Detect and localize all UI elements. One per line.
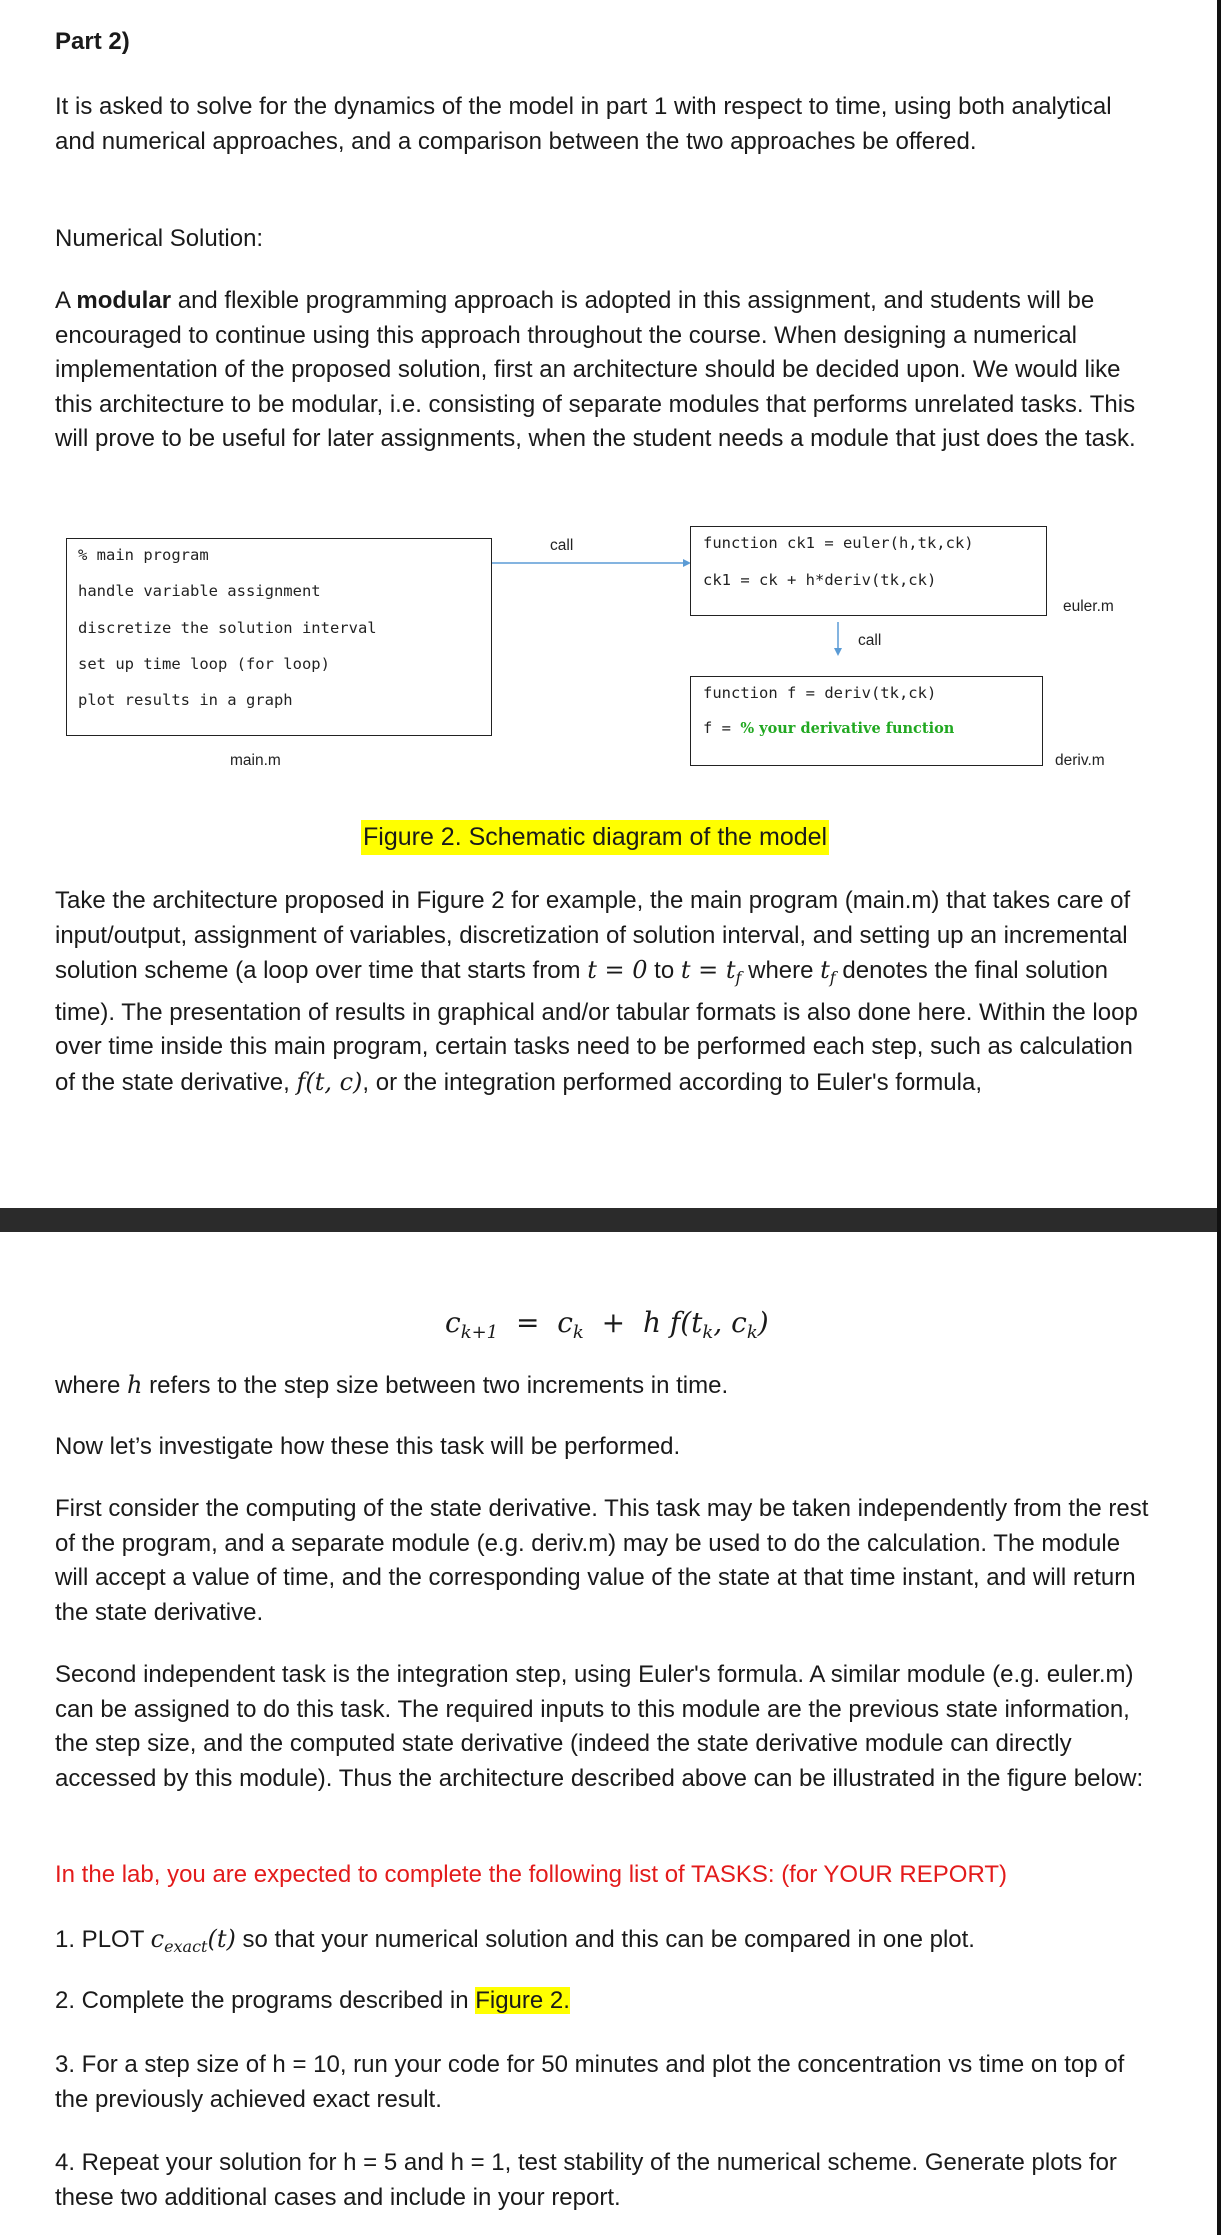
main-line-2: handle variable assignment bbox=[78, 582, 321, 600]
part-heading: Part 2) bbox=[55, 28, 130, 55]
call-arrow-head-2 bbox=[834, 648, 842, 656]
right-edge-bar bbox=[1217, 0, 1221, 2235]
figure-2-highlight: Figure 2. bbox=[475, 1987, 570, 2014]
state-derivative-paragraph: First consider the computing of the state derivative. This task may be taken independently from the rest of the program, and a separate module (e.g. deriv.m) may be used to do the calculation. The module will accept a value of time, and the corresponding value of the state at that time instant, and will return the state derivative. bbox=[55, 1495, 1149, 1626]
call-label-2: call bbox=[858, 632, 882, 649]
euler-line-1: function ck1 = euler(h,tk,ck) bbox=[703, 534, 974, 552]
architecture-paragraph: Take the architecture proposed in Figure 2 for example, the main program (main.m) that takes care of input/output, assignment of variables, discretization of solution interval, and setting up an incremental solution scheme (a loop over time that starts from t = 0 to $t = t_f$ where $t_f$ denotes the final solution time). The presentation of results in graphical and/or tabular formats is also done here. Within the loop over time inside this main program, certain tasks need to be performed each step, such as calculation of the state derivative, f(t, c), or the integration performed according to Euler's formula, bbox=[55, 887, 1138, 1096]
task-2: 2. Complete the programs described in Figure 2. bbox=[55, 1987, 570, 2014]
euler-line-2: ck1 = ck + h*deriv(tk,ck) bbox=[703, 571, 937, 589]
derivative-comment: % your derivative function bbox=[740, 720, 955, 737]
call-label-1: call bbox=[550, 537, 574, 554]
main-file-label: main.m bbox=[230, 752, 281, 769]
page-divider bbox=[0, 1208, 1221, 1232]
euler-file-label: euler.m bbox=[1063, 598, 1114, 615]
main-line-4: set up time loop (for loop) bbox=[78, 655, 330, 673]
deriv-line-2: f = % your derivative function bbox=[703, 719, 955, 737]
figure-caption: Figure 2. Schematic diagram of the model bbox=[361, 820, 829, 855]
main-line-3: discretize the solution interval bbox=[78, 619, 377, 637]
step-size-paragraph: where h refers to the step size between two increments in time. bbox=[55, 1371, 729, 1399]
modular-paragraph: A modular and flexible programming approach is adopted in this assignment, and students will be encouraged to continue using this approach throughout the course. When designing a numerical implementation of the proposed solution, first an architecture should be decided upon. We would like this architecture to be modular, i.e. consisting of separate modules that performs unrelated tasks. This will prove to be useful for later assignments, when the student needs a module that just does the task. bbox=[55, 287, 1136, 452]
modular-bold: modular bbox=[76, 287, 172, 314]
intro-paragraph: It is asked to solve for the dynamics of the model in part 1 with respect to time, using both analytical and numerical approaches, and a comparison between the two approaches be offered. bbox=[55, 93, 1112, 155]
task-3: 3. For a step size of h = 10, run your code for 50 minutes and plot the concentration vs time on top of the previously achieved exact result. bbox=[55, 2051, 1125, 2113]
main-line-1: % main program bbox=[78, 546, 209, 564]
integration-step-paragraph: Second independent task is the integration step, using Euler's formula. A similar module (e.g. euler.m) can be assigned to do this task. The required inputs to this module are the previous state information, the step size, and the computed state derivative (indeed the state derivative module can directly accessed by this module). Thus the architecture described above can be illustrated in the figure below: bbox=[55, 1661, 1144, 1792]
deriv-file-label: deriv.m bbox=[1055, 752, 1105, 769]
lab-tasks-heading: In the lab, you are expected to complete the following list of TASKS: (for YOUR REPORT) bbox=[55, 1861, 1007, 1888]
investigate-paragraph: Now let’s investigate how these this task will be performed. bbox=[55, 1433, 681, 1460]
deriv-line-1: function f = deriv(tk,ck) bbox=[703, 684, 937, 702]
task-1: 1. PLOT $c_{exact}(t)$ so that your numerical solution and this can be compared in one plot. bbox=[55, 1925, 975, 1956]
task-4: 4. Repeat your solution for h = 5 and h = 1, test stability of the numerical scheme. Generate plots for these two additional cases and include in your report. bbox=[55, 2149, 1117, 2211]
numerical-solution-heading: Numerical Solution: bbox=[55, 225, 264, 252]
main-line-5: plot results in a graph bbox=[78, 691, 293, 709]
euler-equation: $c_{k+1} = c_k + h$ $f(t_k$, $c_k$) bbox=[445, 1306, 769, 1343]
